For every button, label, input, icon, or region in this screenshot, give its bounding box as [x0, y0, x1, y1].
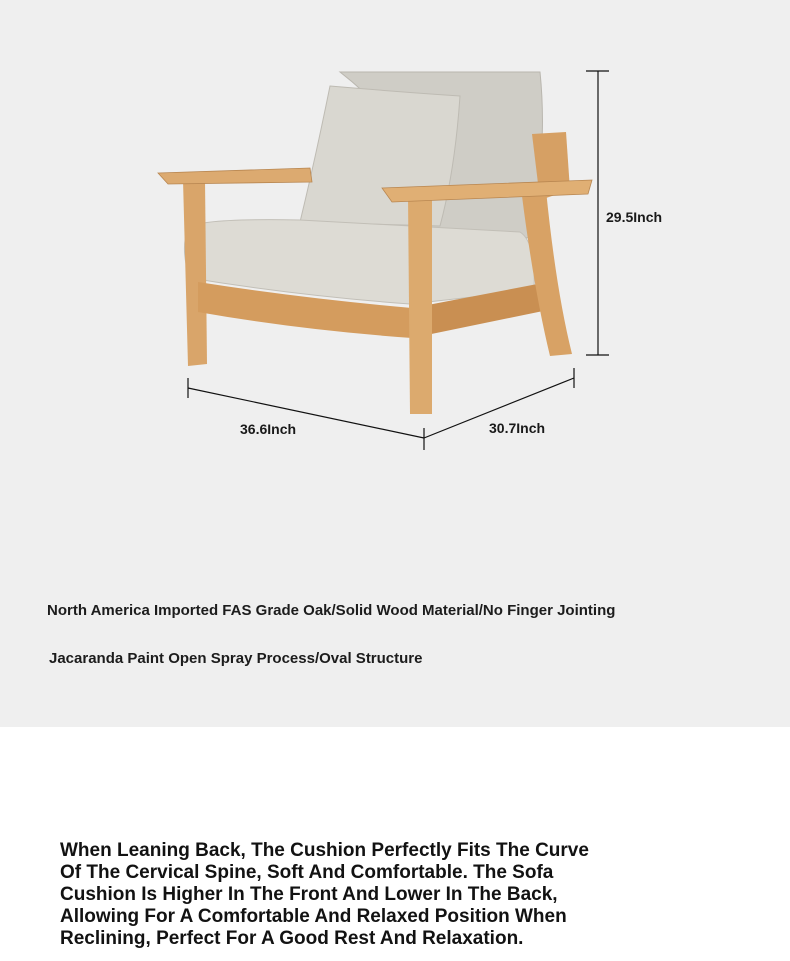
width-dimension-line	[188, 378, 424, 450]
depth-dimension-label: 30.7Inch	[489, 420, 546, 436]
left-front-leg	[183, 180, 207, 366]
height-dimension-label: 29.5Inch	[606, 209, 663, 225]
width-dimension-label: 36.6Inch	[240, 421, 297, 437]
back-pillow	[300, 86, 460, 226]
feature-process: Jacaranda Paint Open Spray Process/Oval Structure	[49, 650, 423, 667]
left-armrest	[158, 168, 312, 184]
feature-material: North America Imported FAS Grade Oak/Solid Wood Material/No Finger Jointing	[47, 602, 616, 619]
product-description: When Leaning Back, The Cushion Perfectly Fits The Curve Of The Cervical Spine, Soft And Comfortable. The Sofa Cushion Is Higher In The Front And Lower In The Back, Allowing For A Comfortable And Relaxed Position When Reclining, Perfect For A Good Rest And Relaxation.	[60, 840, 589, 949]
right-front-leg	[408, 196, 432, 414]
